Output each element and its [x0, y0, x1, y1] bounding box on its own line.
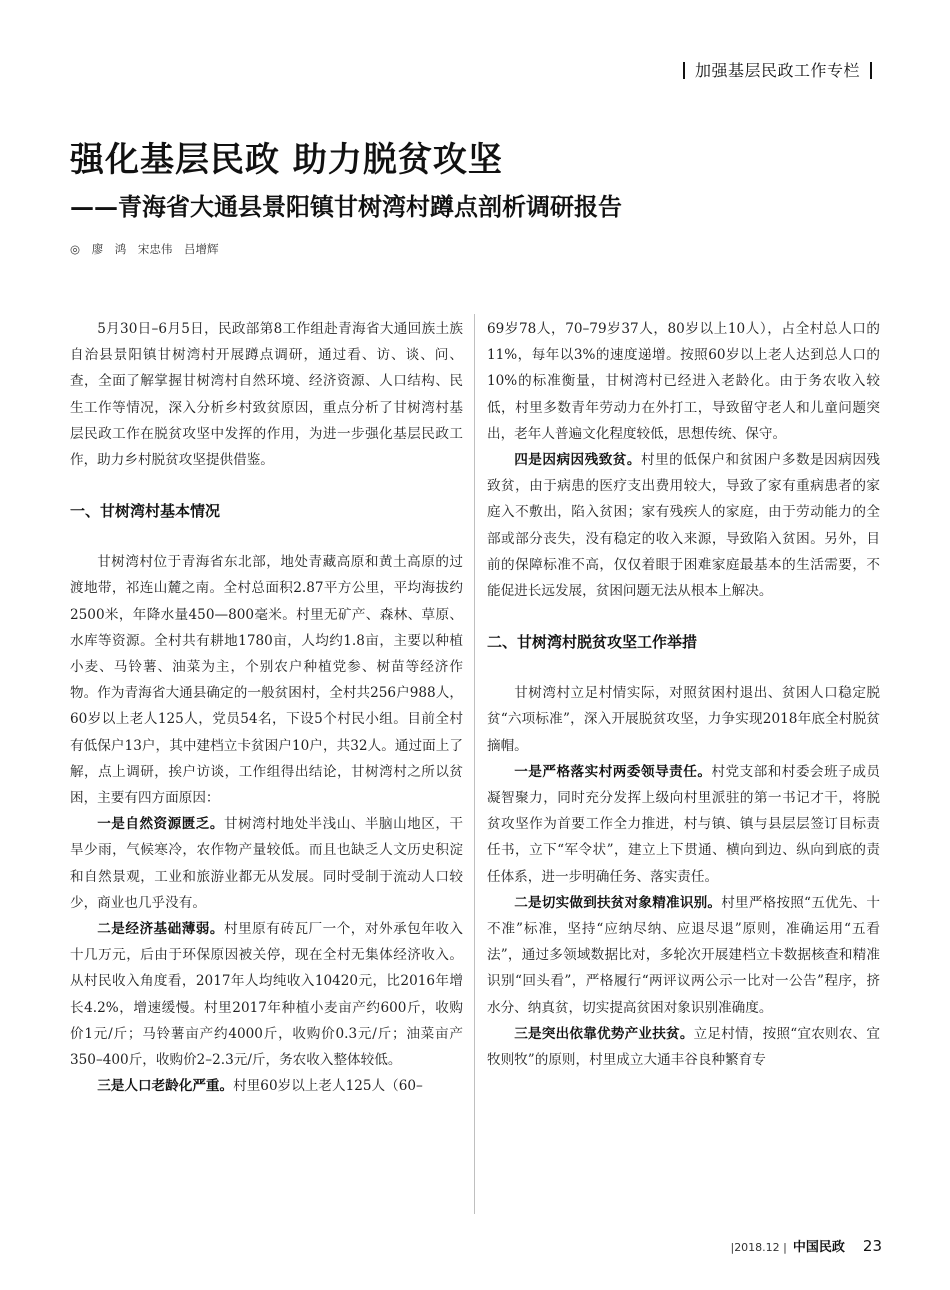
measure-3-lead: 三是突出依靠优势产业扶贫。: [514, 1025, 694, 1042]
page-footer: [730, 1236, 882, 1255]
measure-1-lead: 一是严格落实村两委领导责任。: [514, 763, 712, 780]
reason-3-text: 村里60岁以上老人125人（60–: [233, 1078, 423, 1095]
article-subtitle: ——青海省大通县景阳镇甘树湾村蹲点剖析调研报告: [70, 192, 622, 221]
measure-1-paragraph: [487, 759, 880, 890]
reason-4-text: 村里的低保户和贫困户多数是因病因残致贫，由于病患的医疗支出费用较大，导致了家有重病患者的家庭入不敷出，陷入贫困；家有残疾人的家庭，由于劳动能力的全部或部分丧失，没有稳定的收入来源，导致陷入贫困。另外，目前的保障标准不高，仅仅着眼于困难家庭最基本的生活需要，不能促进长远发展，贫困问题无法从根本上解决。: [487, 452, 881, 600]
section-tag: [673, 58, 882, 81]
reason-2-paragraph: [70, 916, 463, 1073]
measure-2-lead: 二是切实做到扶贫对象精准识别。: [514, 894, 722, 911]
measure-2-paragraph: [487, 890, 880, 1021]
reason-4-lead: 四是因病因残致贫。: [514, 452, 641, 469]
measure-3-text: 立足村情，按照“宜农则农、宜牧则牧”的原则，村里成立大通丰谷良种繁育专: [487, 1025, 881, 1069]
reason-1-lead: 一是自然资源匮乏。: [97, 816, 224, 833]
author-name: 吕增辉: [184, 242, 219, 256]
author-line: [70, 241, 227, 257]
article-title: 强化基层民政 助力脱贫攻坚: [70, 140, 503, 180]
section-tag-label: 加强基层民政工作专栏: [694, 61, 860, 80]
reason-1-paragraph: [70, 811, 463, 916]
reason-2-lead: 二是经济基础薄弱。: [97, 921, 224, 938]
reason-3-lead: 三是人口老龄化严重。: [97, 1078, 234, 1095]
measure-2-text: 村里严格按照“五优先、十不准”标准，坚持“应纳尽纳、应退尽退”原则，准确运用“五看法”，通过多领域数据比对，多轮次开展建档立卡数据核查和精准识别“回头看”，严格履行“两评议两公示一比对一公告”程序，挤水分、纳真贫，切实提高贫困对象识别准确度。: [487, 894, 881, 1016]
reason-4-paragraph: [487, 447, 880, 604]
footer-separator: |: [730, 1241, 735, 1254]
intro-paragraph: 5月30日–6月5日，民政部第8工作组赴青海省大通回族土族自治县景阳镇甘树湾村开展蹲点调研，通过看、访、谈、问、查，全面了解掌握甘树湾村自然环境、经济资源、人口结构、民生工作等情况，深入分析乡村致贫原因，重点分析了甘树湾村基层民政工作在脱贫攻坚中发挥的作用，为进一步强化基层民政工作，助力乡村脱贫攻坚提供借鉴。: [70, 321, 463, 469]
section-2-heading: 二、甘树湾村脱贫攻坚工作举措: [487, 633, 698, 652]
section-1-paragraph: 甘树湾村位于青海省东北部，地处青藏高原和黄土高原的过渡地带，祁连山麓之南。全村总面积2.87平方公里，平均海拔约2500米，年降水量450—800毫米。村里无矿产、森林、草原、水库等资源。全村共有耕地1780亩，人均约1.8亩，主要以种植小麦、马铃薯、油菜为主，个别农户种植党参、树苗等经济作物。作为青海省大通县确定的一般贫困村，全村共256户988人，60岁以上老人125人，党员54名，下设5个村民小组。目前全村有低保户13户，其中建档立卡贫困户10户，共32人。通过面上了解，点上调研，挨户访谈，工作组得出结论，甘树湾村之所以贫困，主要有四方面原因：: [70, 554, 463, 807]
reason-1-text: 甘树湾村地处半浅山、半脑山地区，干旱少雨，气候寒冷，农作物产量较低。而且也缺乏人文历史积淀和自然景观，工业和旅游业都无从发展。同时受制于流动人口较少，商业也几乎没有。: [70, 816, 464, 911]
right-column: [487, 316, 880, 1073]
left-column: [70, 316, 463, 1099]
reason-2-text: 村里原有砖瓦厂一个，对外承包年收入十几万元，后由于环保原因被关停，现在全村无集体经济收入。从村民收入角度看，2017年人均纯收入10420元，比2016年增长4.2%，增速缓慢。村里2017年种植小麦亩产约600斤，收购价1元/斤；马铃薯亩产约4000斤，收购价0.3元/斤；油菜亩产350–400斤，收购价2–2.3元/斤，务农收入整体较低。: [70, 921, 464, 1069]
page-number: 23: [862, 1237, 882, 1255]
section-2-intro: 甘树湾村立足村情实际，对照贫困村退出、贫困人口稳定脱贫“六项标准”，深入开展脱贫攻坚，力争实现2018年底全村脱贫摘帽。: [487, 685, 880, 754]
author-name: 廖 鸿: [91, 242, 127, 256]
issue-label: 2018.12: [734, 1241, 780, 1254]
measure-1-text: 村党支部和村委会班子成员凝智聚力，同时充分发挥上级向村里派驻的第一书记才干，将脱贫攻坚作为首要工作全力推进，村与镇、镇与县层层签订目标责任书，立下“军令状”，建立上下贯通、横向到边、纵向到底的责任体系，进一步明确任务、落实责任。: [487, 763, 881, 885]
footer-separator: |: [779, 1241, 787, 1254]
tag-right-bar: [870, 62, 872, 79]
tag-left-bar: [683, 62, 685, 79]
reason-3-paragraph: [70, 1073, 463, 1099]
author-name: 宋忠伟: [137, 242, 173, 256]
magazine-name: 中国民政: [792, 1240, 845, 1255]
section-1-heading: 一、甘树湾村基本情况: [70, 502, 221, 521]
reason-3-continuation: 69岁78人，70–79岁37人，80岁以上10人），占全村总人口的11%，每年以3%的速度递增。按照60岁以上老人达到总人口的10%的标准衡量，甘树湾村已经进入老龄化。由于务农收入较低，村里多数青年劳动力在外打工，导致留守老人和儿童问题突出，老年人普遍文化程度较低，思想传统、保守。: [487, 321, 880, 442]
measure-3-paragraph: [487, 1021, 880, 1073]
author-mark: ◎: [70, 242, 81, 256]
column-divider: [474, 314, 475, 1214]
